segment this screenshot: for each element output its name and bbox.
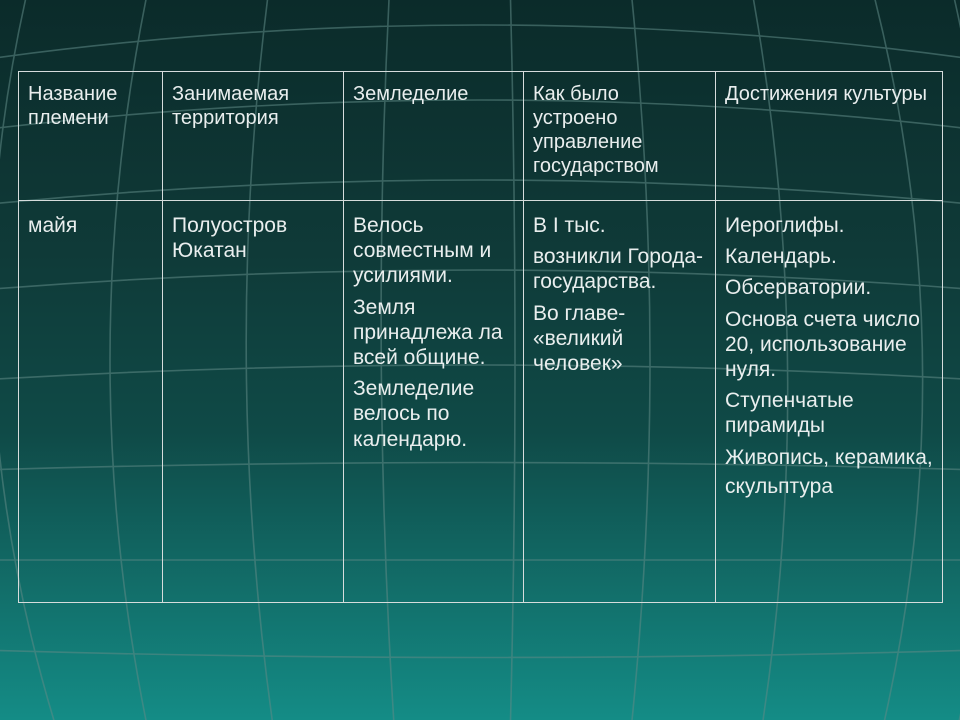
cell-culture — [716, 201, 943, 603]
government-para: Во главе- «великий человек» — [533, 301, 626, 375]
header-territory: Занимаемая территория — [163, 72, 344, 201]
culture-para: Обсерватории. — [725, 276, 872, 300]
culture-para: Календарь. — [725, 245, 837, 269]
culture-para: Ступенчатые пирамиды — [725, 389, 854, 438]
culture-para: скульптура — [725, 474, 834, 498]
culture-para: Основа счета число 20, использование нуля. — [725, 307, 920, 381]
header-government: Как было устроено управление государством — [524, 72, 716, 201]
government-para: В I тыс. — [533, 214, 606, 237]
agriculture-para: Земля принадлежа ла всей общине. — [353, 295, 503, 369]
header-culture: Достижения культуры — [716, 72, 943, 201]
cell-government — [524, 201, 716, 603]
culture-para: Иероглифы. — [725, 214, 845, 237]
table-row — [19, 201, 943, 603]
agriculture-para: Велось совместным и усилиями. — [353, 214, 492, 288]
header-agriculture: Земледелие — [344, 72, 524, 201]
header-tribe-name: Название племени — [19, 72, 163, 201]
government-para: возникли Города-государства. — [533, 245, 704, 294]
cell-agriculture — [344, 201, 524, 603]
agriculture-para: Земледелие велось по календарю. — [353, 377, 475, 451]
cell-tribe: майя — [19, 201, 163, 603]
table-header-row — [19, 72, 943, 201]
culture-para: Живопись, керамика, — [725, 445, 933, 469]
tribes-table — [18, 71, 943, 603]
cell-territory: Полуостров Юкатан — [163, 201, 344, 603]
